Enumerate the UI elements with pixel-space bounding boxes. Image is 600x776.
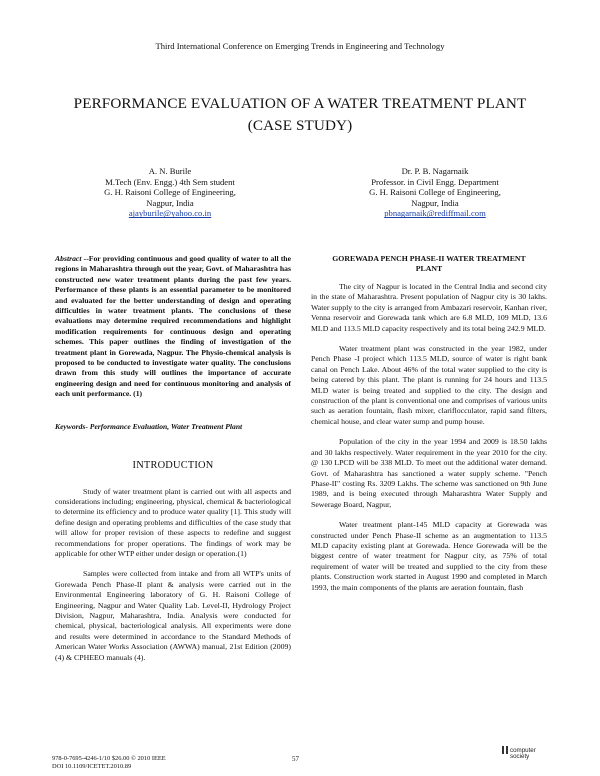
title-line-1: PERFORMANCE EVALUATION OF A WATER TREATMENT PLANT [73,95,527,112]
author-location: Nagpur, India [146,197,194,208]
footer-doi: DOI 10.1109/ICETET.2010.89 [52,763,132,770]
keywords: Keywords- Performance Evaluation, Water Treatment Plant [55,421,243,431]
computer-society-logo [500,744,550,770]
introduction-heading: INTRODUCTION [132,460,214,472]
gorewada-paragraph-1: The city of Nagpur is located in the Central India and second city in the state of Maharashtra. Present population of Nagpur city is 30 lakhs. Water supply to the city is arranged from Ambazari reservoir, Kanhan river, Venna reservoir and Gorewada tank which are 6.8 MLD, 109 MLD, 13.6 MLD and 113.5 MLD capacity respectively and its total being 242.9 MLD. [311,282,547,333]
title-line-2: (CASE STUDY) [247,117,353,134]
abstract-text: --For providing continuous and good quality of water to all the regions in Maharashtra through out the year, Govt. of Maharashtra has constructed new water treatment plants during the past few years. Performance of these plants is an essential parameter to be monitored and evaluated for the better understanding of design and operating difficulties in water treatment plants. The conclusions of these evaluations may determine required recommendations and highlight modification requirements for continuous design and operating schemes. This paper outlines the finding of investigation of the treatment plant in Gorewada, Nagpur. The Physio-chemical analysis is proposed to be conducted to investigate water quality. The conclusions drawn from this study will outlines the importance of accurate engineering design and need for continuous monitoring and analysis of each unit performance. (1) [55,254,291,399]
page-number: 57 [292,755,299,763]
logo-mark-icon [500,744,510,768]
author-email-link[interactable]: ajayburile@yahoo.co.in [128,208,212,219]
logo-line-1: computer [510,747,536,754]
right-column [311,254,547,603]
left-column [55,254,291,673]
author-college: G. H. Raisoni College of Engineering, [104,187,236,198]
author-name: Dr. P. B. Nagarnaik [401,166,469,176]
author-email-link[interactable]: pbnagarnaik@rediffmail.com [384,208,486,219]
gorewada-paragraph-2: Water treatment plant was constructed in the year 1982, under Pench Phase -I project which 113.5 MLD, source of water is right bank canal on Pench Lake. About 46% of the total water supplied to the city is being catered by this plant. The plant is running for 24 hours and 113.5 MLD water is being treated and supplied to the city. The design and construction of the plant is conventional one and comprises of various units such as aeration fountain, flash mixer, clariflocculator, rapid sand filters, chemical house, and clear water sump and pump house. [311,344,547,426]
logo-text [510,748,536,761]
gorewada-paragraph-3: Population of the city in the year 1994 and 2009 is 18.50 lakhs and 30 lakhs respectively. Water requirement in the year 2010 for the city. @ 130 LPCD will be 338 MLD. To meet out the additional water demand. Govt. of Maharashtra has sanctioned a water supply scheme. "Pench Phase-II" costing Rs. 3209 Lakhs. The scheme was sanctioned on 9th June 1989, and is being executed through Maharashtra Water Supply and Sewerage Board, Nagpur, [311,437,547,509]
gorewada-heading: GOREWADA PENCH PHASE-II WATER TREATMENT PLANT [332,254,526,273]
footer-citation [52,755,166,771]
author-name: A. N. Burile [148,166,192,176]
author-location: Nagpur, India [411,197,459,208]
abstract-label: Abstract [55,254,82,263]
paper-title [40,93,560,137]
introduction-paragraph-2: Samples were collected from intake and from all WTP's units of Gorewada Pench Phase-II plant & analysis were carried out in the Environmental Engineering laboratory of G. H. Raisoni College of Engineering, Nagpur and Water Quality Lab. Level-II, Hydrology Project Division, Nagpur, Maharashtra, India. Analysis were conducted for chemical, physical, bacteriological analysis. All experiments were done and results were determined in accordance to the Standard Methods of American Water Works Association (AWWA) manual, 21st Edition (2009) (4) & CPHEEO manuals (4). [55,569,291,662]
author-block-2 [325,166,545,219]
gorewada-paragraph-4: Water treatment plant-145 MLD capacity at Gorewada was constructed under Pench Phase-II scheme as an augmentation to 113.5 MLD capacity existing plant at Gorewada. Hence Gorewada will be the biggest centre of water treatment for Nagpur city, as 75% of total requirement of water will be treated and supplied to the city from these plants. Construction work started in August 1990 and completed in March 1993, the main components of the plants are aeration fountain, flash [311,520,547,592]
conference-header: Third International Conference on Emerging Trends in Engineering and Technology [155,41,445,51]
author-affiliation: Professor. in Civil Engg. Department [371,176,499,187]
author-college: G. H. Raisoni College of Engineering, [369,187,501,198]
author-affiliation: M.Tech (Env. Engg.) 4th Sem student [105,176,235,187]
author-block-1 [60,166,280,219]
abstract [55,254,291,400]
logo-line-2: society [510,753,530,761]
introduction-paragraph-1: Study of water treatment plant is carried out with all aspects and considerations including; engineering, physical, chemical & bacteriological to determine its efficiency and to produce water quality [1]. This study will define design and operating problems and difficulties of the case study that will allow for proper revision of these aspects to redefine and suggest recommendations for proper operations. The findings of work may be applicable for other WTP either under design or operation.(1) [55,486,291,558]
footer-isbn: 978-0-7695-4246-1/10 $26.00 © 2010 IEEE [52,755,166,762]
